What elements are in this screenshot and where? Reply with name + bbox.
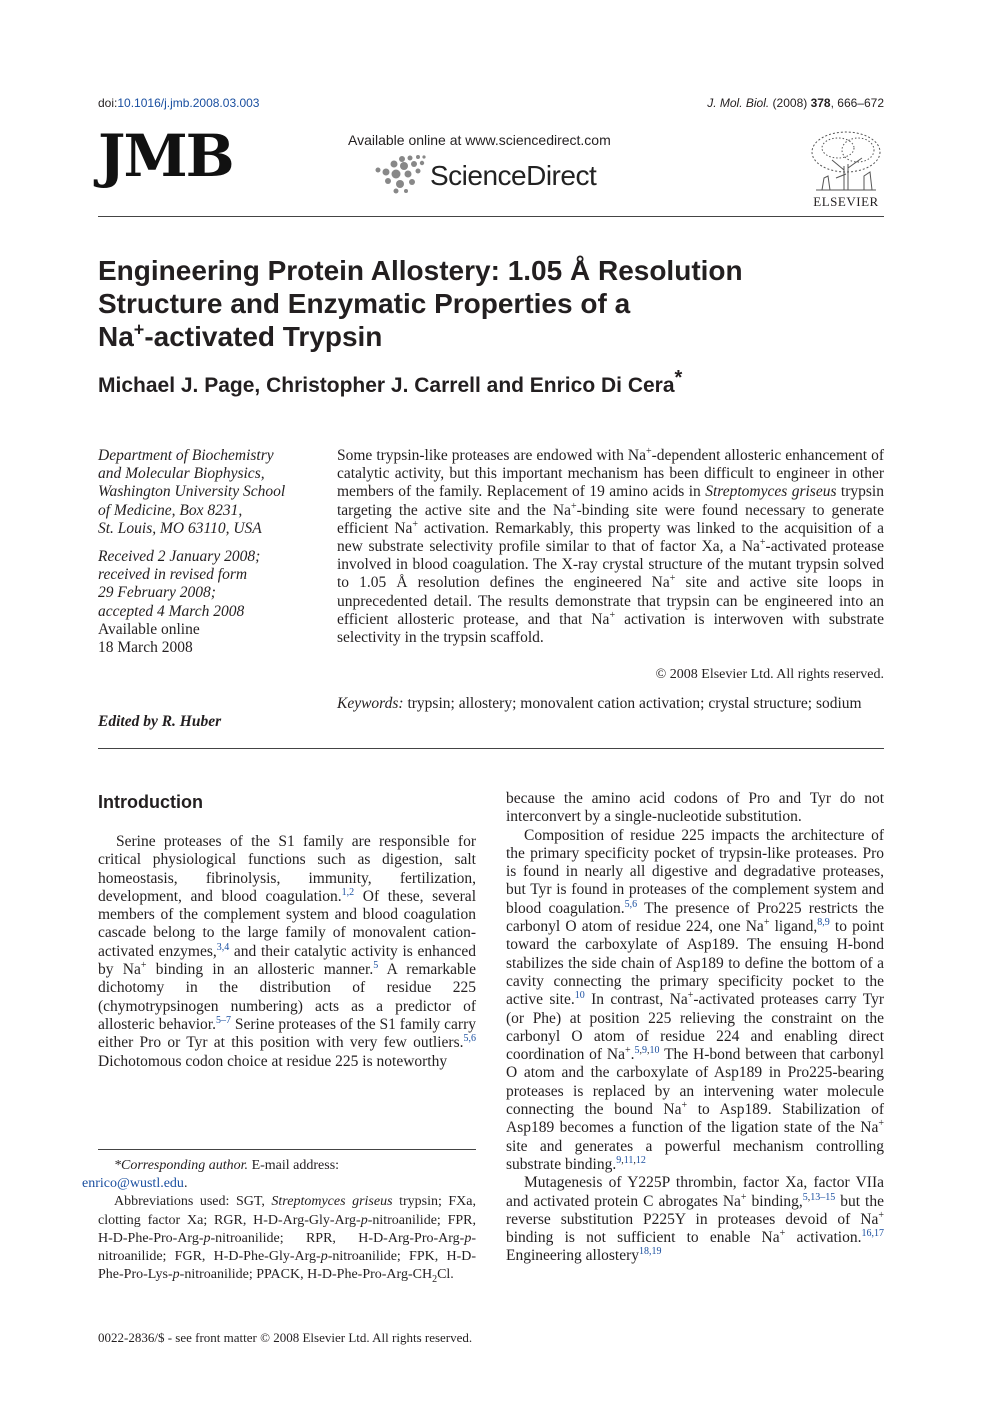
- superscript: +: [412, 518, 419, 530]
- reference-link[interactable]: 13–15: [810, 1191, 836, 1203]
- date-line: Available online: [98, 620, 200, 638]
- corresponding-author-note: *Corresponding author. E-mail address: enrico@wustl.edu.: [82, 1158, 340, 1192]
- superscript: +: [140, 959, 147, 971]
- reference-link[interactable]: 10: [574, 990, 585, 1002]
- body-text: A remarkable dichotomy in the distribution of residue 225 (chymotrypsinogen numbering) acts as a predictor of allosteric behavior.: [98, 961, 476, 1033]
- body-text: Of these, several members of the complement system and blood coagulation cascade belong to the large family of monovalent cation-activated enzymes,: [98, 887, 476, 960]
- reference-link[interactable]: 10: [649, 1045, 660, 1056]
- reference-link[interactable]: 16,17: [861, 1227, 884, 1239]
- italic-p: p: [320, 1249, 328, 1265]
- body-text: binding,: [746, 1192, 803, 1210]
- reference-link[interactable]: 12: [635, 1154, 646, 1166]
- corresponding-author-mark: *: [674, 367, 683, 389]
- reference-group: 9,11,12: [616, 1154, 646, 1166]
- body-text: The H-bond between that carbonyl O atom and the carboxylate of Asp189 in Pro225-bearing proteases is replaced by an intervening water molecule connecting the bound Na: [506, 1046, 884, 1119]
- available-online-text: Available online at www.sciencedirect.com: [348, 132, 611, 148]
- received-dates: [98, 548, 323, 621]
- reference-link[interactable]: 5,6: [463, 1033, 476, 1045]
- affiliation-line: of Medicine, Box 8231,: [98, 501, 243, 519]
- footnote-text: -nitroanilide; PPACK, H-D-Phe-Pro-Arg-CH: [179, 1267, 433, 1283]
- italic-p: p: [203, 1230, 211, 1246]
- keywords: [337, 695, 884, 713]
- doi-link[interactable]: 10.1016/j.jmb.2008.03.003: [117, 96, 260, 110]
- article-title: [98, 254, 878, 353]
- sciencedirect-dots-icon: [372, 154, 430, 194]
- sciencedirect-logo: [372, 154, 612, 196]
- superscript: +: [687, 990, 694, 1002]
- body-text: site and generates a powerful mechanism controlling substrate binding.: [506, 1137, 884, 1173]
- title-sup: +: [133, 319, 145, 340]
- superscript: +: [763, 916, 770, 928]
- keywords-label: Keywords:: [337, 695, 404, 712]
- jmb-logo: JMB: [98, 122, 233, 190]
- body-text: The presence of Pro225 restricts the carbonyl O atom of residue 224, one Na: [506, 899, 884, 936]
- citation-pages: , 666–672: [830, 96, 884, 110]
- body-text: Serine proteases of the S1 family are responsible for critical physiological functions such as digestion, salt homeostasis, fibrinolysis, immunity, fertilization, development, and blood coagulation.: [98, 833, 476, 905]
- abstract: [337, 447, 884, 647]
- journal-name: J. Mol. Biol.: [707, 96, 770, 110]
- abstract-text: Some trypsin-like proteases are endowed with Na: [337, 447, 646, 464]
- abstract-copyright: © 2008 Elsevier Ltd. All rights reserved.: [655, 667, 884, 682]
- body-text: Mutagenesis of Y225P thrombin, factor Xa, factor VIIa and activated protein C abrogates Na: [506, 1174, 884, 1210]
- body-text: Dichotomous codon choice at residue 225 is noteworthy: [98, 1052, 448, 1070]
- reference-link[interactable]: 9: [642, 1045, 648, 1056]
- affiliation-line: Washington University School: [98, 483, 286, 501]
- citation-year: (2008): [769, 96, 811, 110]
- footnote-divider: [98, 1149, 476, 1150]
- affiliation-line: and Molecular Biophysics,: [98, 465, 265, 483]
- superscript: +: [645, 445, 652, 457]
- article-info-column: [98, 447, 323, 667]
- citation: [707, 96, 884, 110]
- section-heading-introduction: Introduction: [98, 792, 203, 812]
- footnote-text: Cl.: [437, 1267, 454, 1283]
- abstract-text: site and active site loops in unprecedented detail. The results demonstrate that trypsin can be engineered into an efficient allosteric protease, and that Na: [337, 574, 884, 628]
- reference-link[interactable]: 5: [373, 959, 379, 971]
- body-text: In contrast, Na: [584, 991, 688, 1009]
- paragraph: [506, 1174, 884, 1265]
- body-text: binding is not sufficient to enable Na: [506, 1229, 780, 1247]
- header-divider: [98, 216, 884, 217]
- elsevier-wordmark: ELSEVIER: [813, 194, 879, 209]
- footnote-text: Abbreviations used: SGT,: [114, 1194, 272, 1210]
- title-line-1: Engineering Protein Allostery: 1.05 Å Resolution: [98, 255, 743, 286]
- reference-link[interactable]: 11: [623, 1154, 634, 1166]
- paragraph: [506, 790, 884, 827]
- available-online-date: [98, 621, 323, 657]
- superscript: +: [570, 500, 577, 512]
- superscript: +: [681, 1099, 688, 1111]
- reference-group: 5,13–15: [802, 1191, 836, 1203]
- affiliation-line: St. Louis, MO 63110, USA: [98, 519, 262, 537]
- affiliation: [98, 447, 323, 538]
- species-name: Streptomyces griseus: [271, 1194, 393, 1210]
- superscript: +: [779, 1227, 786, 1239]
- footnote-text: E-mail address:: [248, 1158, 340, 1173]
- reference-link[interactable]: 5,6: [624, 898, 638, 910]
- citation-volume: 378: [810, 96, 831, 110]
- footnote-text: -nitroanilide; FPK, H-D-Phe-Pro-Lys-: [98, 1249, 476, 1283]
- front-matter-line: 0022-2836/$ - see front matter © 2008 Elsevier Ltd. All rights reserved.: [98, 1330, 473, 1345]
- body-text: to Asp189. Stabilization of Asp189 becomes a function of the ligation state of the Na: [506, 1101, 885, 1137]
- reference-group: 5,9,10: [634, 1045, 660, 1056]
- reference-link[interactable]: 5–7: [215, 1014, 231, 1026]
- date-line: accepted 4 March 2008: [98, 602, 245, 620]
- intro-right-column: [506, 790, 884, 1266]
- date-line: 29 February 2008;: [98, 584, 216, 602]
- body-text: -activated proteases carry Tyr (or Phe) at position 225 relieving the constraint on the carbonyl O atom of residue 224 and enabling direct coordination of Na: [506, 991, 884, 1064]
- footnotes: [82, 1157, 477, 1286]
- abbreviations-note: [98, 1193, 476, 1284]
- superscript: +: [878, 1209, 884, 1221]
- abstract-text: activation. Remarkably, this property was linked to the acquisition of a new substrate selectivity profile similar to that of factor Xa, a Na: [337, 519, 884, 556]
- species-name: Streptomyces griseus: [705, 483, 837, 501]
- title-line-2: Structure and Enzymatic Properties of a: [98, 288, 631, 319]
- intro-left-column: [98, 833, 476, 1071]
- reference-link[interactable]: 5: [634, 1045, 640, 1056]
- superscript: +: [609, 609, 616, 621]
- doi-line: [98, 96, 259, 110]
- body-text: ligand,: [769, 918, 818, 936]
- body-text: and their catalytic activity is enhanced by Na: [98, 942, 476, 979]
- body-text: Serine proteases of the S1 family carry either Pro or Tyr at this position with very few outliers.: [98, 1015, 476, 1052]
- superscript: +: [878, 1118, 884, 1130]
- abstract-text: -binding site were found necessary to generate efficient Na: [337, 501, 884, 537]
- body-text: .: [630, 1046, 635, 1064]
- body-text: to point toward the carboxylate of Asp189. The ensuing H-bond stabilizes the side chain of Asp189 to define the bottom of a cavity connecting the primary specificity pocket to the active site.: [506, 918, 884, 1009]
- running-header: [98, 96, 884, 114]
- footnote-text: -nitroanilide; RPR, H-D-Arg-Pro-Arg-: [210, 1230, 465, 1246]
- body-text: Composition of residue 225 impacts the architecture of the primary specificity pocket of trypsin-like proteases. Pro is found in nearly all digestive and degradative proteases, but Tyr is found in proteases of the complement system and blood coagulation.: [506, 826, 884, 917]
- italic-p: p: [172, 1267, 180, 1283]
- subscript: 2: [432, 1274, 438, 1286]
- authors-text: Michael J. Page, Christopher J. Carrell and Enrico Di Cera: [98, 374, 675, 397]
- body-text: binding in an allosteric manner.: [146, 961, 374, 979]
- superscript: +: [669, 573, 676, 585]
- doi-prefix: doi:: [98, 96, 118, 110]
- date-line: received in revised form: [98, 566, 248, 584]
- abstract-text: -activated protease involved in blood coagulation. The X-ray crystal structure of the mutant trypsin solved to 1.05 Å resolution defines the engineered Na: [337, 538, 884, 592]
- footnote-text: -nitroanilide; FGR, H-D-Phe-Gly-Arg-: [98, 1230, 476, 1265]
- footnote-text: trypsin; FXa, clotting factor Xa; RGR, H-D-Arg-Gly-Arg-: [98, 1194, 477, 1228]
- superscript: +: [625, 1045, 631, 1056]
- body-text: activation.: [785, 1229, 862, 1247]
- reference-link[interactable]: 18,19: [639, 1246, 662, 1258]
- body-text: because the amino acid codons of Pro and Tyr do not interconvert by a single-nucleotide substitution.: [506, 790, 884, 826]
- title-line-3a: Na: [98, 321, 134, 352]
- footnote-label: *Corresponding author.: [114, 1158, 249, 1173]
- author-list: [98, 367, 683, 400]
- footnote-text: -nitroanilide; FPR, H-D-Phe-Pro-Arg-: [98, 1212, 477, 1246]
- title-line-3b: -activated Trypsin: [144, 321, 383, 352]
- elsevier-tree-icon: [808, 130, 884, 192]
- sciencedirect-wordmark: ScienceDirect: [430, 160, 597, 191]
- date-line: 18 March 2008: [98, 639, 193, 657]
- body-text: but the reverse substitution P225Y in proteases devoid of Na: [506, 1192, 884, 1228]
- reference-link[interactable]: 9: [616, 1154, 622, 1166]
- abstract-divider: [98, 748, 884, 749]
- date-line: Received 2 January 2008;: [98, 548, 261, 566]
- abstract-text: -dependent allosteric enhancement of catalytic activity, but this important mechanism has been difficult to engineer in other members of the family. Replacement of 19 amino acids in: [337, 447, 884, 501]
- elsevier-logo: [808, 130, 884, 210]
- keywords-list: trypsin; allostery; monovalent cation activation; crystal structure; sodium: [403, 695, 862, 712]
- edited-by: Edited by R. Huber: [98, 713, 222, 730]
- affiliation-line: Department of Biochemistry: [98, 447, 274, 464]
- italic-p: p: [464, 1230, 472, 1246]
- reference-link[interactable]: 8,9: [817, 916, 830, 928]
- superscript: +: [740, 1191, 747, 1203]
- paragraph: [506, 827, 884, 1175]
- superscript: +: [759, 536, 766, 548]
- abstract-text: activation is interwoven with substrate selectivity in the trypsin scaffold.: [337, 610, 884, 647]
- italic-p: p: [360, 1212, 368, 1228]
- reference-link[interactable]: 3,4: [216, 941, 230, 953]
- abstract-text: trypsin targeting the active site and the Na: [337, 483, 884, 519]
- body-text: Engineering allostery: [506, 1247, 639, 1265]
- reference-link[interactable]: 5: [802, 1191, 808, 1203]
- reference-link[interactable]: 1,2: [341, 886, 355, 898]
- email-link[interactable]: enrico@wustl.edu: [82, 1176, 184, 1192]
